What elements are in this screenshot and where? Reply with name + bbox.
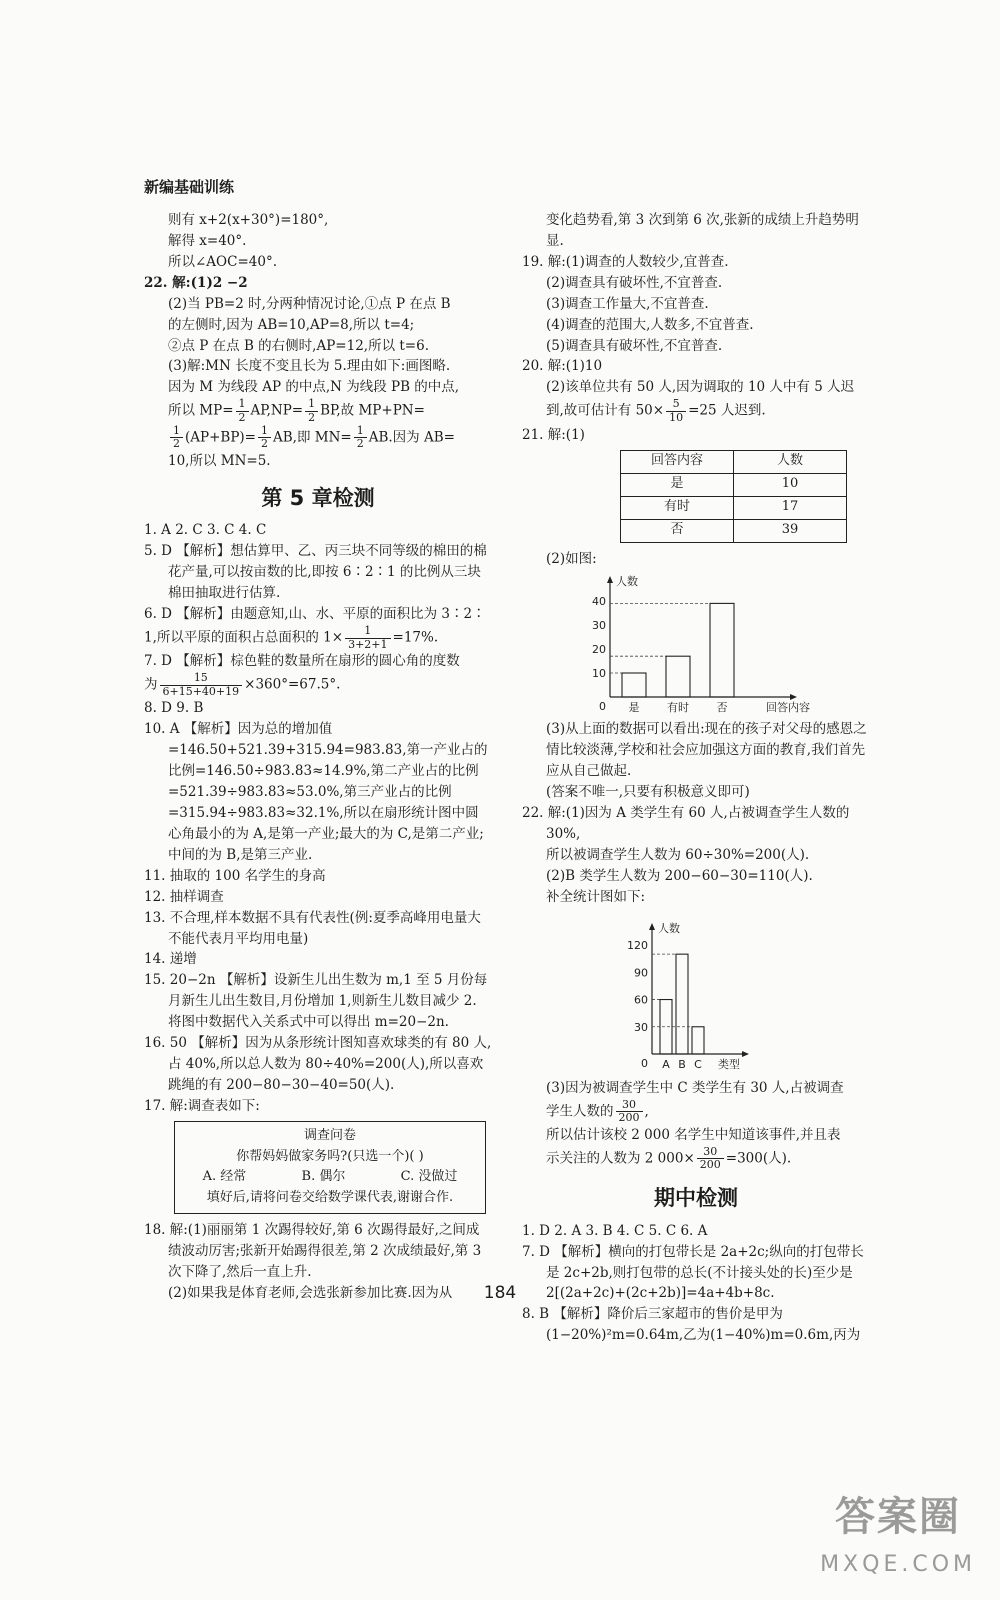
x-tick-label: 否 (716, 701, 728, 715)
bar-chart-types (622, 908, 822, 1078)
table-header: 回答内容 (621, 450, 734, 473)
formula-line (144, 425, 492, 451)
answer-21: 21. 解:(1) (522, 426, 585, 443)
y-tick-label: 60 (634, 993, 648, 1007)
x-tick-label: 是 (628, 701, 640, 715)
text-line: (2)调查具有破坏性,不宜普查. (546, 274, 723, 291)
survey-option-a: A. 经常 (202, 1169, 247, 1185)
text-line: 的左侧时,因为 AB=10,AP=8,所以 t=4; (168, 316, 415, 333)
x-axis-arrow (790, 694, 797, 700)
text-line: 解得 x=40°. (168, 232, 247, 249)
y-tick-label: 120 (627, 938, 648, 952)
y-axis-label: 人数 (658, 921, 680, 935)
answer-22: 22. 解:(1)因为 A 类学生有 60 人,占被调查学生人数的 30%, (522, 805, 850, 843)
x-axis-arrow (742, 1051, 749, 1057)
fraction: $\frac{1}{2}$ (354, 425, 367, 451)
bar (622, 673, 646, 697)
bar (710, 604, 734, 698)
text-line: 补全统计图如下: (546, 888, 646, 905)
y-tick-label: 40 (592, 595, 606, 609)
answer-6: 6. D 【解析】由题意知,山、水、平原的面积比为 3∶2∶ (144, 606, 486, 623)
y-tick-label: 30 (592, 619, 606, 633)
answer-m1-6: 1. D 2. A 3. B 4. C 5. C 6. A (522, 1222, 708, 1239)
section-title-chapter5: 第 5 章检测 (261, 485, 375, 510)
text-line: (3)调查工作量大,不宜普查. (546, 295, 709, 312)
formula-text: BP,故 MP+PN= (320, 402, 425, 419)
answer-15: 15. 20−2n 【解析】设新生儿出生数为 m,1 至 5 月份每月新生儿出生数目,月份增加 1,则新生儿数目减少 2. (144, 972, 488, 1010)
answer-8-9: 8. D 9. B (144, 700, 204, 717)
y-tick-label: 20 (592, 643, 606, 657)
x-tick-label: 有时 (667, 701, 689, 715)
table-cell: 17 (734, 496, 847, 519)
bar (660, 999, 672, 1053)
bar (692, 1026, 704, 1053)
table-cell: 39 (734, 519, 847, 542)
fraction: $\frac{30}{200}$ (616, 1099, 643, 1125)
text-line: 所以估计该校 2 000 名学生中知道该事件,并且表 (546, 1126, 841, 1143)
left-column (144, 210, 492, 1304)
text-line: (2)B 类学生人数为 200−60−30=110(人). (546, 867, 813, 884)
answer-16: 16. 50 【解析】因为从条形统计图知喜欢球类的有 80 人,占 40%,所以总人数为 80÷40%=200(人),所以喜欢跳绳的有 200−80−30−40=50(人). (144, 1035, 492, 1094)
section-title-midterm: 期中检测 (654, 1186, 738, 1211)
answer-19: 19. 解:(1)调查的人数较少,宜普查. (522, 253, 729, 270)
table-cell: 有时 (621, 496, 734, 519)
text-line: 所以被调查学生人数为 60÷30%=200(人). (546, 846, 810, 863)
text-line: (3)解:MN 长度不变且长为 5.理由如下:画图略. (168, 358, 451, 375)
survey-option-b: B. 偶尔 (301, 1169, 346, 1185)
answer-table (620, 450, 847, 543)
bar (676, 954, 688, 1054)
answer-14: 14. 递增 (144, 951, 197, 968)
answer-13: 13. 不合理,样本数据不具有代表性(例:夏季高峰用电量大不能代表月平均用电量) (144, 909, 481, 947)
answer-18: 18. 解:(1)丽丽第 1 次踢得较好,第 6 次踢得最好,之间成绩波动厉害;张新开始踢得很差,第 2 次成绩最好,第 3 次下降了,然后一直上升. (144, 1222, 482, 1280)
y-tick-label: 90 (634, 966, 648, 980)
text-line: ②点 P 在点 B 的右侧时,AP=12,所以 t=6. (168, 337, 429, 354)
bar-chart-responses (582, 569, 882, 719)
answer-11: 11. 抽取的 100 名学生的身高 (144, 867, 326, 884)
formula-line: 示关注的人数为 2 000× $\frac{30}{200}$ =300(人). (546, 1144, 792, 1172)
survey-title: 调查问卷 (303, 1127, 356, 1143)
x-tick-label: A (662, 1057, 670, 1071)
answer-m7: 7. D 【解析】横向的打包带长是 2a+2c;纵向的打包带长是 2c+2b,则打包带的总长(不计接头处的长)至少是 2[(2a+2c)+(2c+2b)]=4a+4b+8c. (522, 1243, 864, 1302)
table-cell: 否 (621, 519, 734, 542)
text-line: (2)如果我是体育老师,会选张新参加比赛.因为从 (168, 1284, 453, 1301)
origin-label: 0 (641, 1056, 648, 1070)
text-line: (2)该单位共有 50 人,因为调取的 10 人中有 5 人迟 (546, 379, 855, 396)
x-tick-label: C (694, 1057, 702, 1071)
x-axis-label: 类型 (718, 1057, 740, 1071)
text-line: 变化趋势看,第 3 次到第 6 次,张新的成绩上升趋势明显. (546, 212, 859, 249)
fraction: $\frac{30}{200}$ (697, 1146, 724, 1172)
bar (666, 657, 690, 698)
y-axis-label: 人数 (616, 575, 638, 589)
text-line: 10,所以 MN=5. (168, 452, 271, 469)
fraction: $\frac{5}{10}$ (666, 398, 686, 424)
y-axis-arrow (607, 576, 613, 583)
formula-line: 为 $\frac{15}{6+15+40+19}$ ×360°=67.5°. (144, 671, 341, 698)
text-line: 则有 x+2(x+30°)=180°, (168, 212, 329, 228)
fraction: $\frac{1}{2}$ (258, 425, 271, 451)
y-tick-label: 10 (592, 667, 606, 681)
y-tick-label: 30 (634, 1020, 648, 1034)
answer-22-1: 22. 解:(1)2 −2 (144, 274, 248, 291)
text-line: (2)如图: (546, 550, 597, 567)
text-line: 所以∠AOC=40°. (168, 253, 277, 270)
table-header: 人数 (734, 450, 847, 473)
fraction: $\frac{1}{2}$ (236, 398, 249, 424)
formula-text: (AP+BP)= (185, 429, 256, 446)
text-line: 因为 M 为线段 AP 的中点,N 为线段 PB 的中点, (168, 379, 460, 396)
formula-text: AP,NP= (250, 402, 304, 419)
answer-12: 12. 抽样调查 (144, 888, 224, 905)
fraction: $\frac{1}{3+2+1}$ (345, 625, 390, 651)
survey-option-c: C. 没做过 (400, 1169, 458, 1185)
formula-line: 到,故可估计有 50× $\frac{5}{10}$ =25 人迟到. (546, 397, 766, 424)
survey-question: 你帮妈妈做家务吗?(只选一个)( ) (236, 1148, 424, 1164)
formula-text: AB,即 MN= (273, 429, 352, 446)
formula-line: 1,所以平原的面积占总面积的 1× $\frac{1}{3+2+1}$ =17%. (144, 623, 439, 651)
text-line: (5)调查具有破坏性,不宜普查. (546, 337, 723, 354)
x-axis-label: 回答内容 (766, 701, 810, 715)
survey-box (174, 1121, 486, 1214)
text-line: 将图中数据代入关系式中可以得出 m=20−2n. (168, 1014, 449, 1031)
formula-text: AB.因为 AB= (368, 429, 455, 446)
x-tick-label: B (678, 1057, 686, 1071)
answer-10: 10. A 【解析】因为总的增加值=146.50+521.39+315.94=983.83,第一产业占的比例=146.50÷983.83≈14.9%,第二产业占的比例=521.39÷983.83≈53.0%,第三产业占的比例=315.94÷983.83≈32.1%,所以在扇形统计图中圆心角最小的为 A,是第一产业;最大的为 C,是第二产业;中间的为 B,是第三产业. (144, 721, 488, 863)
text-line: (2)当 PB=2 时,分两种情况讨论,①点 P 在点 B (168, 295, 451, 312)
book-header: 新编基础训练 (144, 178, 235, 196)
watermark-text: 答案圈 (835, 1493, 962, 1540)
right-column (522, 210, 870, 1346)
formula-text: 所以 MP= (168, 402, 234, 419)
text-line: (4)调查的范围大,人数多,不宜普查. (546, 316, 754, 333)
text-line: (答案不唯一,只要有积极意义即可) (546, 784, 750, 801)
fraction: $\frac{1}{2}$ (305, 398, 318, 424)
answer-5: 5. D 【解析】想估算甲、乙、丙三块不同等级的棉田的棉花产量,可以按亩数的比,即按 6∶2∶1 的比例从三块棉田抽取进行估算. (144, 543, 487, 602)
text-line: (3)从上面的数据可以看出:现在的孩子对父母的感恩之情比较淡薄,学校和社会应加强这方面的教育,我们首先应从自己做起. (546, 721, 867, 780)
formula-line: 学生人数的 $\frac{30}{200}$ , (546, 1097, 649, 1125)
formula-line (144, 398, 492, 424)
table-cell: 10 (734, 473, 847, 496)
y-axis-arrow (649, 923, 655, 930)
watermark-logo (820, 1486, 976, 1582)
fraction: $\frac{15}{6+15+40+19}$ (160, 672, 243, 698)
answer-17: 17. 解:调查表如下: (144, 1097, 260, 1114)
table-cell: 是 (621, 473, 734, 496)
answer-7: 7. D 【解析】棕色鞋的数量所在扇形的圆心角的度数 (144, 653, 460, 670)
answer-1-4: 1. A 2. C 3. C 4. C (144, 522, 267, 539)
answer-m8: 8. B 【解析】降价后三家超市的售价是甲为(1−20%)²m=0.64m,乙为(1−40%)m=0.6m,丙为 (522, 1306, 861, 1344)
answer-20: 20. 解:(1)10 (522, 358, 603, 375)
page-number: 184 (483, 1283, 517, 1303)
origin-label: 0 (599, 700, 606, 714)
survey-footer: 填好后,请将问卷交给数学课代表,谢谢合作. (206, 1190, 454, 1206)
watermark-url: MXQE.COM (820, 1551, 976, 1577)
text-line: (3)因为被调查学生中 C 类学生有 30 人,占被调查 (546, 1079, 844, 1096)
fraction: $\frac{1}{2}$ (170, 425, 183, 451)
